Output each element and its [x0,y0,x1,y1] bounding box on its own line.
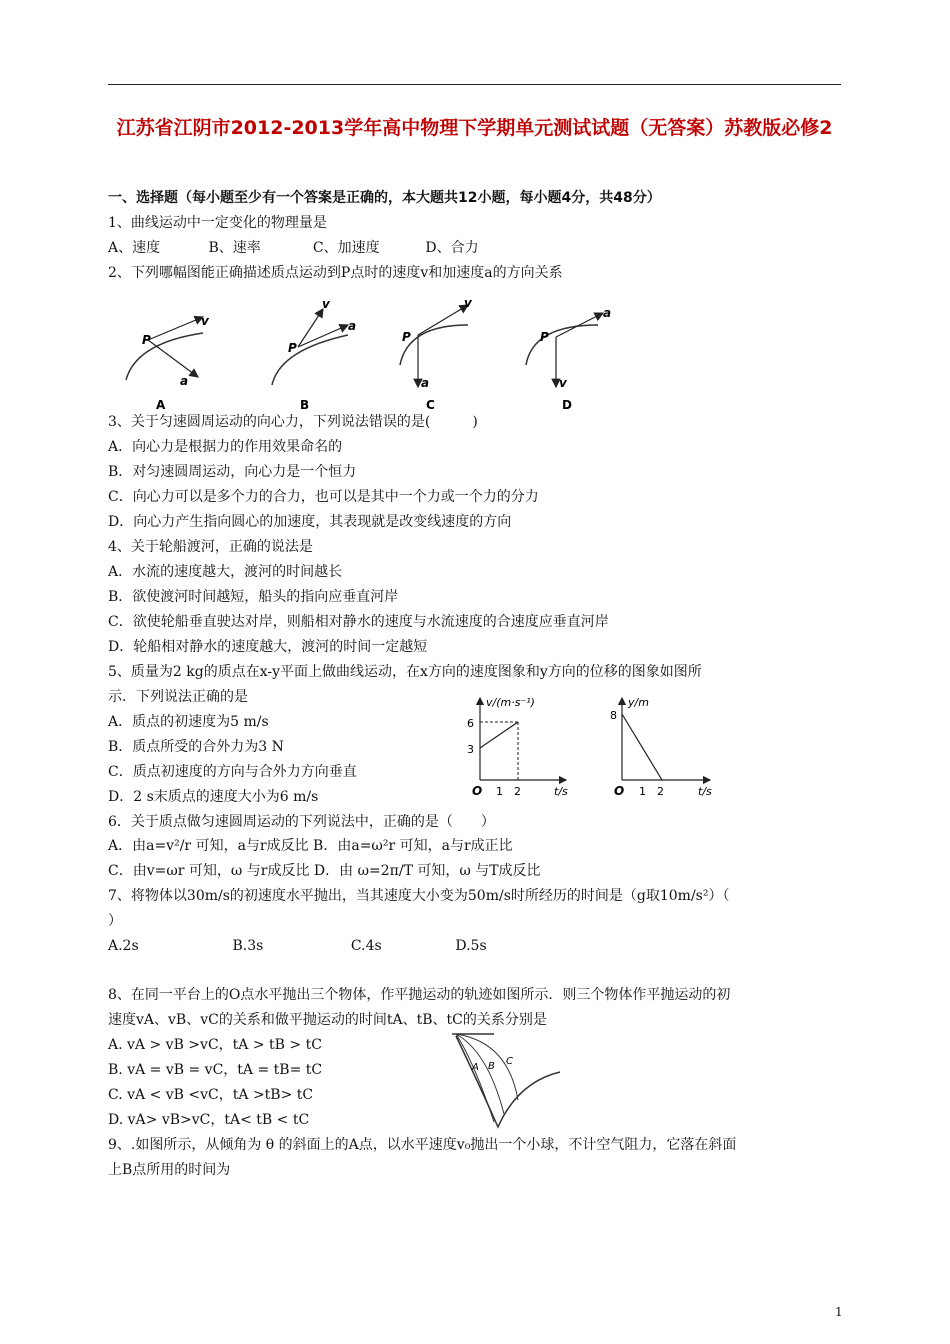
trajectory-c-label: C [506,1056,513,1067]
trajectory-b-label: B [488,1061,495,1072]
question-2-figures [108,295,628,415]
question-6-stem: 6．关于质点做匀速圆周运动的下列说法中，正确的是（ ） [108,814,495,830]
fig-d-a: a [603,306,612,320]
question-4-option-d: D．轮船相对静水的速度越大，渡河的时间一定越短 [108,639,428,655]
option-a: A、速度 [108,240,161,256]
fig-b-label: B [300,398,310,412]
question-9-stem: 9、.如图所示，从倾角为 θ 的斜面上的A点，以水平速度v₀抛出一个小球，不计空气阻力，它落在斜面 [108,1137,737,1153]
option-b: B、速率 [208,240,261,256]
question-9-stem-cont: 上B点所用的时间为 [108,1162,231,1178]
question-8-stem-cont: 速度vA、vB、vC的关系和做平抛运动的时间tA、tB、tC的关系分别是 [108,1012,547,1028]
trajectory-a-label: A [472,1062,479,1073]
question-1-options [108,238,479,258]
question-8-option-d: D. vA> vB>vC，tA< tB < tC [108,1112,310,1128]
question-7-stem-cont: ） [108,913,122,929]
header-rule [108,84,841,85]
question-3-option-a: A．向心力是根据力的作用效果命名的 [108,439,343,455]
position-graph-ylabel: y/m [628,696,649,709]
fig-c-a: a [421,376,430,390]
question-6-options-ab: A．由a=v²/r 可知，a与r成反比 B．由a=ω²r 可知，a与r成正比 [108,838,513,854]
fig-a-a: a [180,374,189,388]
question-8-option-a: A. vA > vB >vC，tA > tB > tC [108,1037,322,1053]
fig-a-v: v [201,314,209,328]
question-4-option-a: A．水流的速度越大，渡河的时间越长 [108,564,343,580]
question-5-option-d: D．2 s末质点的速度大小为6 m/s [108,789,319,805]
option-d: D、合力 [425,240,479,256]
figure-c [400,296,473,412]
fig-a-label: A [156,398,166,412]
question-7-options [108,936,487,956]
fig-b-p: P [288,341,297,355]
question-3-option-c: C．向心力可以是多个力的合力，也可以是其中一个力或一个力的分力 [108,489,539,505]
position-graph-xlabel: t/s [698,785,712,798]
position-graph [610,696,712,798]
fig-c-v: v [464,296,472,310]
section-heading: 一、选择题（每小题至少有一个答案是正确的，本大题共12小题，每小题4分，共48分） [108,190,661,206]
option-c: C、加速度 [312,240,380,256]
velocity-graph-origin: O [472,784,483,798]
fig-d-label: D [562,398,572,412]
fig-b-v: v [322,297,330,311]
question-3-option-d: D．向心力产生指向圆心的加速度，其表现就是改变线速度的方向 [108,514,512,530]
fig-c-label: C [426,398,435,412]
question-8-option-b: B. vA = vB = vC，tA = tB= tC [108,1062,323,1078]
question-1-stem: 1、曲线运动中一定变化的物理量是 [108,215,327,231]
velocity-graph-ylabel: v/(m·s⁻¹) [486,696,535,709]
fig-d-v: v [559,376,567,390]
fig-b-a: a [348,319,357,333]
velocity-graph-xlabel: t/s [554,785,568,798]
velocity-graph-xtick-2: 2 [514,785,521,798]
position-graph-ytick-8: 8 [610,709,617,722]
page-number: 1 [835,1305,843,1319]
question-8-option-c: C. vA < vB <vC，tA >tB> tC [108,1087,314,1103]
fig-c-p: P [402,330,411,344]
question-3-stem: 3、关于匀速圆周运动的向心力，下列说法错误的是( ) [108,414,478,430]
velocity-graph [467,696,568,798]
position-graph-xtick-1: 1 [639,785,646,798]
option-c: C.4s [350,938,382,954]
position-graph-origin: O [614,784,625,798]
figure-d [526,306,611,412]
question-8-figure [448,1022,568,1132]
question-4-stem: 4、关于轮船渡河，正确的说法是 [108,539,313,555]
option-a: A.2s [108,938,139,954]
question-5-stem: 5、质量为2 kg的质点在x-y平面上做曲线运动，在x方向的速度图象和y方向的位移的图象如图所 [108,664,702,680]
document-title: 江苏省江阴市2012-2013学年高中物理下学期单元测试试题（无答案）苏教版必修2 [116,117,833,139]
question-6-options-cd: C．由v=ωr 可知，ω 与r成反比 D．由 ω=2π/T 可知，ω 与T成反比 [108,863,541,879]
question-7-stem: 7、将物体以30m/s的初速度水平抛出，当其速度大小变为50m/s时所经历的时间是（g取10m/s²）（ [108,888,730,904]
question-3-option-b: B．对匀速圆周运动，向心力是一个恒力 [108,464,357,480]
option-d: D.5s [455,938,487,954]
fig-a-p: P [142,333,151,347]
option-b: B.3s [232,938,264,954]
question-5-option-b: B．质点所受的合外力为3 N [108,739,284,755]
question-5-option-a: A．质点的初速度为5 m/s [108,714,269,730]
figure-b [272,297,356,412]
velocity-graph-xtick-1: 1 [496,785,503,798]
question-5-graphs [462,692,722,802]
figure-a [126,314,210,412]
question-5-option-c: C．质点初速度的方向与合外力方向垂直 [108,764,357,780]
position-graph-xtick-2: 2 [657,785,664,798]
question-2-stem: 2、下列哪幅图能正确描述质点运动到P点时的速度v和加速度a的方向关系 [108,265,563,281]
question-5-stem-cont: 示．下列说法正确的是 [108,689,248,705]
question-4-option-c: C．欲使轮船垂直驶达对岸，则船相对静水的速度与水流速度的合速度应垂直河岸 [108,614,609,630]
question-4-option-b: B．欲使渡河时间越短，船头的指向应垂直河岸 [108,589,399,605]
fig-d-p: P [540,330,549,344]
question-8-stem: 8、在同一平台上的O点水平抛出三个物体，作平抛运动的轨迹如图所示．则三个物体作平抛运动的初 [108,987,731,1003]
velocity-graph-ytick-3: 3 [467,743,474,756]
velocity-graph-ytick-6: 6 [467,717,474,730]
